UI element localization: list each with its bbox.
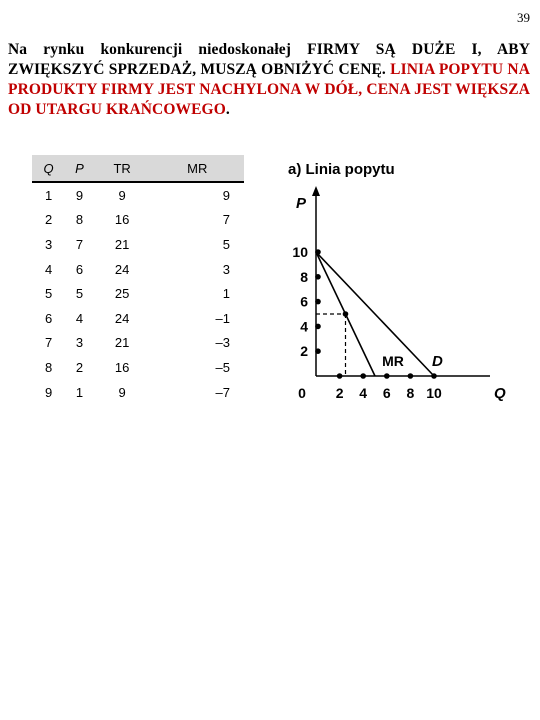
header-p: P (65, 155, 93, 182)
table-cell-tr: 9 (118, 187, 126, 203)
demand-chart (282, 152, 522, 412)
x-tick-label: 4 (359, 385, 368, 401)
table-cell-p: 7 (75, 236, 84, 252)
y-axis-marker (315, 249, 321, 255)
table-cell-p: 2 (75, 359, 84, 375)
y-tick-label: 4 (300, 318, 308, 335)
table-body (32, 182, 244, 404)
table-cell-mr: 1 (222, 286, 230, 302)
table-cell-q: 4 (44, 261, 53, 277)
table-row (32, 182, 244, 208)
table-cell-mr: –3 (215, 335, 230, 351)
table-cell-q: 8 (44, 359, 53, 375)
table-cell-mr: –5 (215, 359, 230, 375)
y-tick-label: 6 (300, 293, 308, 310)
table-cell-p: 1 (75, 384, 84, 400)
table-cell-q: 9 (44, 384, 53, 400)
y-axis-arrow (312, 186, 320, 196)
x-axis-marker (384, 373, 390, 379)
table-row (32, 257, 244, 282)
table-header-row (32, 155, 244, 182)
table-cell-tr: 25 (114, 286, 130, 302)
table-row (32, 380, 244, 405)
table-cell-q: 3 (44, 236, 53, 252)
table-cell-p: 9 (75, 187, 84, 203)
x-axis-label: Q (494, 385, 506, 402)
y-axis-label: P (296, 195, 307, 212)
header-tr: TR (94, 155, 151, 182)
table-row (32, 208, 244, 233)
y-axis-marker (315, 274, 321, 280)
x-axis-marker (360, 373, 366, 379)
y-axis-marker (315, 324, 321, 330)
guide-point-marker (343, 311, 349, 317)
table-cell-q: 6 (44, 310, 53, 326)
table-row (32, 232, 244, 257)
table-cell-tr: 16 (114, 359, 130, 375)
y-tick-label: 2 (300, 343, 308, 360)
table-cell-q: 7 (44, 335, 53, 351)
header-mr: MR (151, 155, 244, 182)
table-cell-q: 2 (44, 212, 53, 228)
chart-title: a) Linia popytu (288, 161, 395, 178)
y-tick-label: 8 (300, 268, 308, 285)
x-axis-marker (337, 373, 343, 379)
y-axis-marker (315, 299, 321, 305)
table-cell-q: 1 (44, 187, 53, 203)
intro-text-red: LINIA POPYTU NA PRODUKTY FIRMY JEST NACHYLONA W DÓŁ, CENA JEST WIĘKSZA OD UTARGU KRAŃCOWEGO (8, 61, 530, 118)
table-cell-p: 6 (75, 261, 84, 277)
x-tick-label: 0 (298, 385, 306, 401)
table-cell-tr: 24 (114, 261, 130, 277)
table-row (32, 281, 244, 306)
page-number: 39 (517, 10, 530, 25)
intro-paragraph (8, 40, 530, 120)
x-tick-label: 6 (382, 385, 391, 401)
table-cell-mr: 5 (222, 236, 230, 252)
x-axis-marker (408, 373, 414, 379)
table-row (32, 331, 244, 356)
table-cell-p: 5 (75, 286, 84, 302)
table-cell-tr: 21 (114, 335, 130, 351)
table-cell-mr: 7 (222, 212, 230, 228)
x-tick-label: 10 (426, 385, 442, 401)
table-cell-tr: 21 (114, 236, 130, 252)
table-cell-p: 3 (75, 335, 84, 351)
table-cell-p: 8 (75, 212, 84, 228)
intro-text-period: . (225, 101, 230, 118)
table-cell-tr: 9 (118, 384, 126, 400)
series-label-mr: MR (382, 353, 404, 370)
y-tick-label: 10 (292, 244, 308, 260)
table-cell-tr: 24 (114, 310, 130, 326)
intro-text-black: Na rynku konkurencji niedoskonałej FIRMY SĄ DUŻE I, ABY ZWIĘKSZYĆ SPRZEDAŻ, MUSZĄ OBNIŻYĆ CENĘ. (8, 41, 530, 78)
series-label-d: D (432, 353, 443, 371)
header-q: Q (32, 155, 65, 182)
table-row (32, 355, 244, 380)
revenue-table (32, 155, 244, 404)
table-cell-mr: –1 (215, 310, 230, 326)
table-cell-p: 4 (75, 310, 84, 326)
y-axis-marker (315, 348, 321, 354)
table-cell-tr: 16 (114, 212, 130, 228)
table-cell-mr: 3 (222, 261, 230, 277)
table-cell-mr: –7 (215, 384, 230, 400)
chart-plot-area (292, 186, 506, 402)
x-tick-label: 8 (406, 385, 415, 401)
x-tick-label: 2 (335, 385, 344, 401)
x-axis-marker (431, 373, 437, 379)
table-row (32, 306, 244, 331)
table-cell-q: 5 (44, 286, 53, 302)
table-cell-mr: 9 (222, 187, 230, 203)
